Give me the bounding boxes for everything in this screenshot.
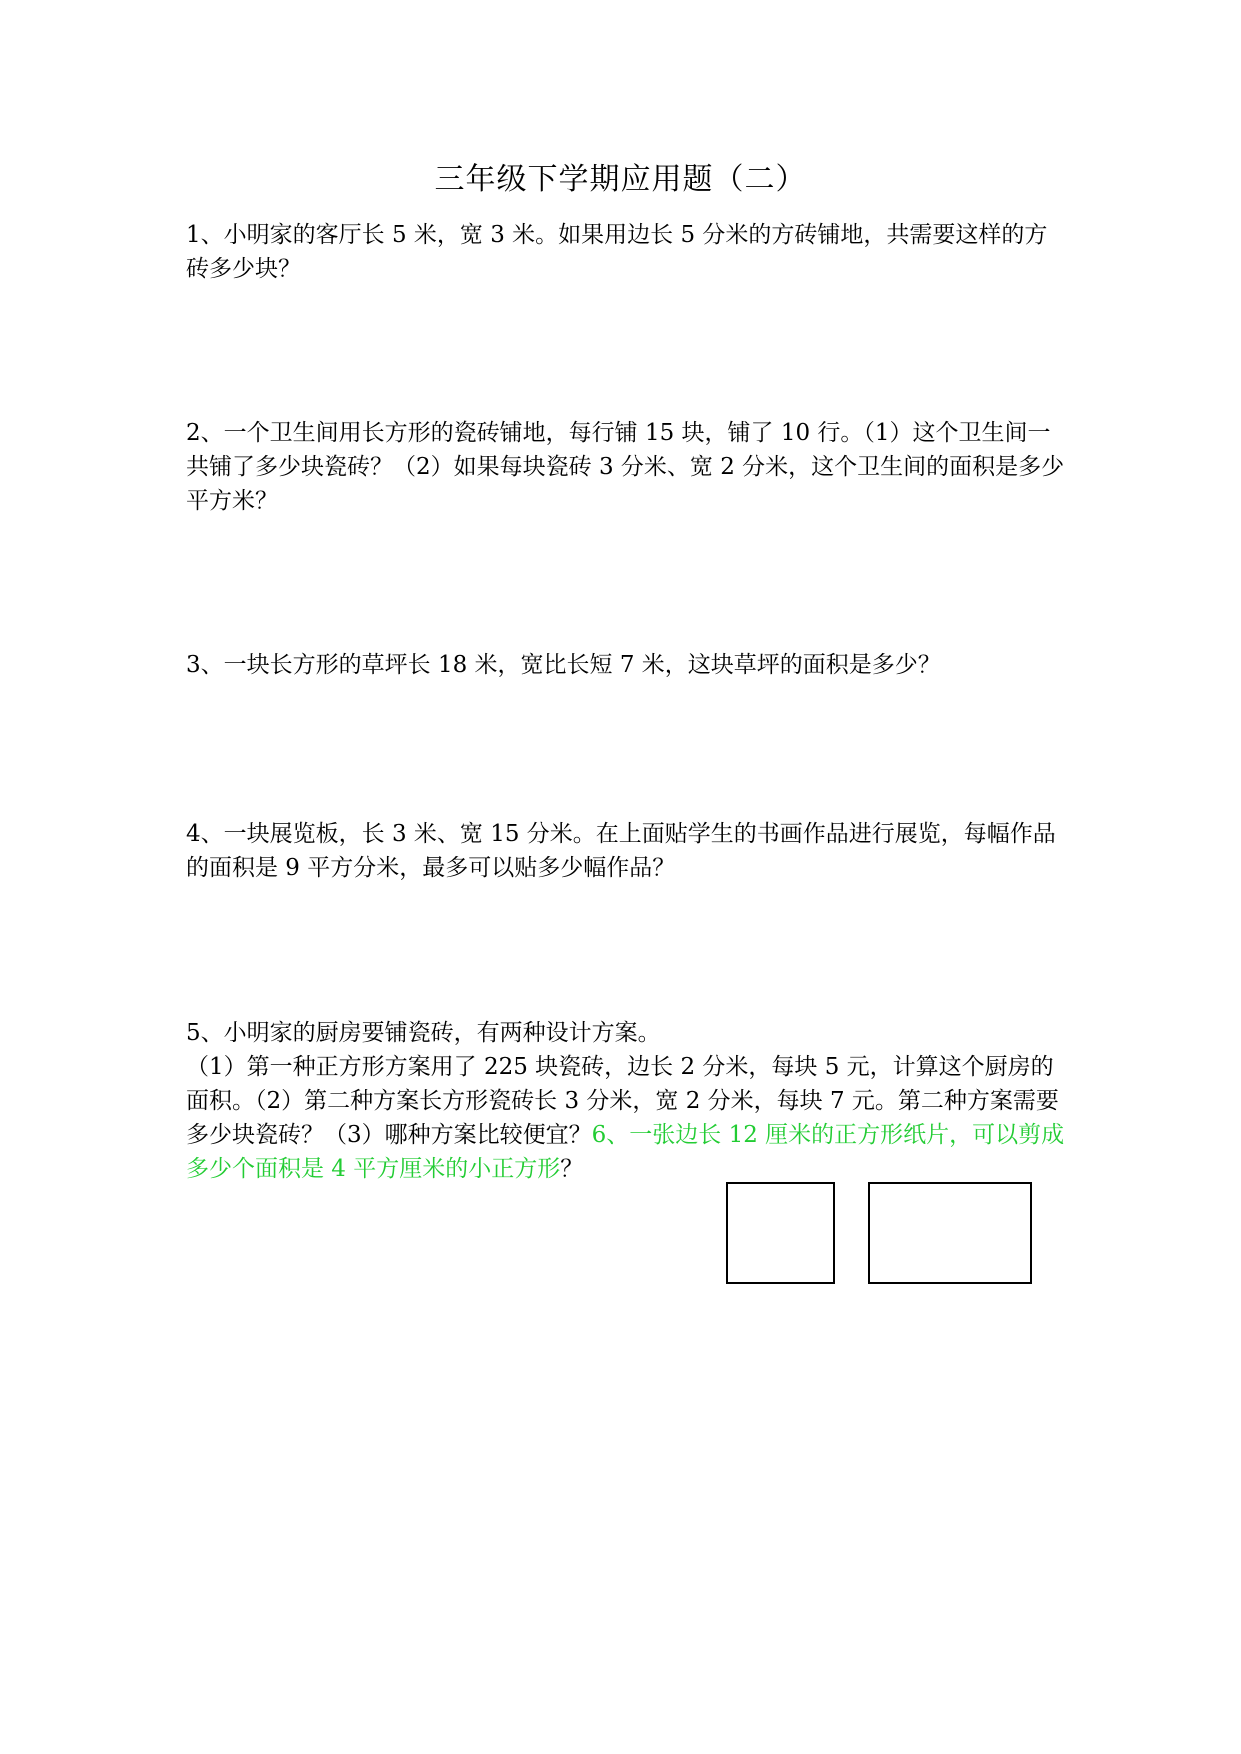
- question-2: 2、一个卫生间用长方形的瓷砖铺地，每行铺 15 块，铺了 10 行。（1）这个卫生间一共铺了多少块瓷砖？（2）如果每块瓷砖 3 分米、宽 2 分米，这个卫生间的面积是多少平方米？: [186, 420, 1065, 514]
- question-5-parts: （1）第一种正方形方案用了 225 块瓷砖，边长 2 分米，每块 5 元，计算这个厨房的面积。（2）第二种方案长方形瓷砖长 3 分米，宽 2 分米，每块 7 元。第二种方案需要多少块瓷砖？（3）哪种方案比较便宜？: [186, 1054, 1059, 1148]
- question-5: [186, 1016, 1066, 1186]
- question-6-highlighted: 6、一张边长 12 厘米的正方形纸片，可以剪成多少个面积是 4 平方厘米的小正方形: [186, 1122, 1065, 1182]
- question-5-intro: 5、小明家的厨房要铺瓷砖，有两种设计方案。: [186, 1020, 661, 1046]
- page-title: 三年级下学期应用题（二）: [434, 162, 807, 197]
- question-4: 4、一块展览板，长 3 米、宽 15 分米。在上面贴学生的书画作品进行展览，每幅作品的面积是 9 平方分米，最多可以贴多少幅作品？: [186, 821, 1056, 881]
- square-diagram: [726, 1182, 835, 1284]
- question-5-body: [186, 1050, 1066, 1186]
- question-3: 3、一块长方形的草坪长 18 米，宽比长短 7 米，这块草坪的面积是多少？: [186, 652, 941, 678]
- question-1: 1、小明家的客厅长 5 米，宽 3 米。如果用边长 5 分米的方砖铺地，共需要这样的方砖多少块？: [186, 222, 1048, 282]
- rectangle-diagram: [868, 1182, 1032, 1284]
- question-6-end-mark: ？: [560, 1156, 584, 1182]
